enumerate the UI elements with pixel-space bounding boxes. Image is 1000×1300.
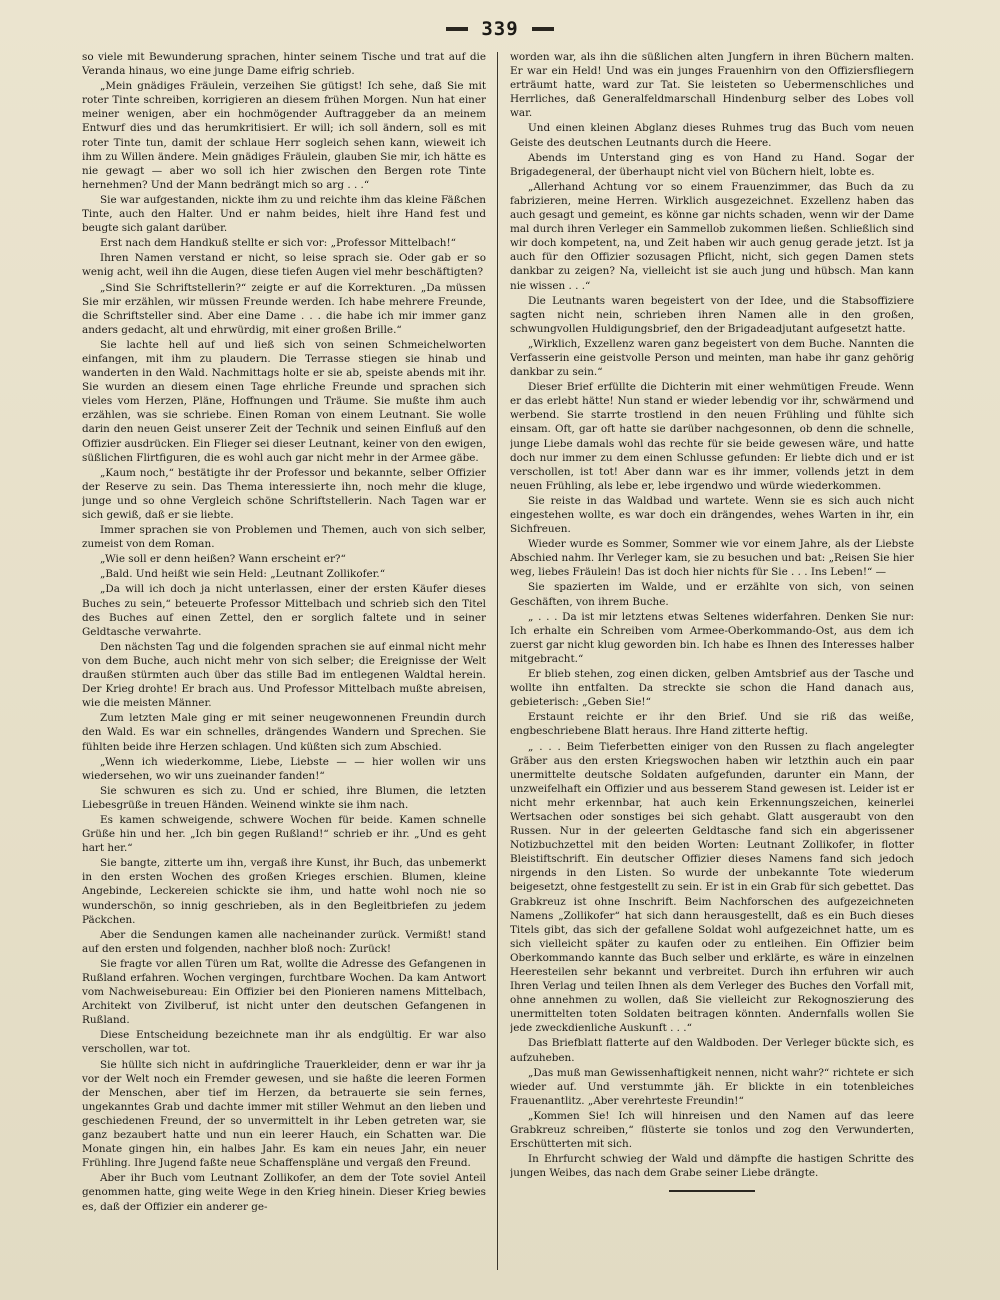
paragraph: Dieser Brief erfüllte die Dichterin mit einer wehmütigen Freude. Wenn er das erlebt hätte! Nun stand er wieder lebendig vor ihr, schwärmend und werbend. Sie starrte trostlend in den neuen Frühling und fühlte sich einsam. Oft, gar oft hatte sie darüber nachgesonnen, ob denn die schnelle, junge Liebe damals wohl das rechte für sie beide gewesen wäre, und hatte doch nur immer zu dem einen Schlusse gefunden: Er liebte dich und er ist verschollen, ist tot! Aber dann war es ihr immer, vollends jetzt in dem neuen Frühling, als lebe er, lebe irgendwo und würde wiederkommen. <box>510 381 914 492</box>
paragraph: „Bald. Und heißt wie sein Held: „Leutnant Zollikofer.“ <box>100 568 386 581</box>
paragraph: Abends im Unterstand ging es von Hand zu Hand. Sogar der Brigadegeneral, der überhaupt nicht viel von Büchern hielt, lobte es. <box>510 151 914 178</box>
paragraph: Sie hüllte sich nicht in aufdringliche Trauerkleider, denn er war ihr ja vor der Welt noch ein Fremder gewesen, und sie haßte die leeren Formen der Menschen, aber tief im Herzen, da betrauerte sie sein fernes, ungekanntes Grab und dachte immer mit stiller Wehmut an den lieben und geschiedenen Freund, der so unvermittelt in ihr Leben getreten war, sie ganz bezaubert hatte und nun ein leerer Hauch, ein Schatten war. Die Monate gingen hin, ein halbes Jahr. Es kam ein neues Jahr, ein neuer Frühling. Ihre Jugend faßte neue Schaffenspläne und vergaß den Freund. <box>82 1058 486 1170</box>
paragraph: Er blieb stehen, zog einen dicken, gelben Amtsbrief aus der Tasche und wollte ihn entfalten. Da streckte sie schon die Hand danach aus, gebieterisch: „Geben Sie!“ <box>510 668 914 709</box>
column-divider <box>497 52 498 1270</box>
paragraph: „Das muß man Gewissenhaftigkeit nennen, nicht wahr?“ richtete er sich wieder auf. Und verstummte jäh. Er blickte in ein totenbleiches Frauenantlitz. „Aber verehrteste Freundin!“ <box>510 1066 914 1107</box>
paragraph: Aber ihr Buch vom Leutnant Zollikofer, an dem der Tote soviel Anteil genommen hatte, ging weite Wege in den Krieg hinein. Dieser Krieg bewies es, daß der Offizier ein anderer ge- <box>82 1172 486 1213</box>
paragraph: Das Briefblatt flatterte auf den Waldboden. Der Verleger bückte sich, es aufzuheben. <box>510 1037 914 1064</box>
page-number: 339 <box>481 18 519 40</box>
paragraph: Erst nach dem Handkuß stellte er sich vor: „Professor Mittelbach!“ <box>100 237 456 250</box>
paragraph: so viele mit Bewunderung sprachen, hinter seinem Tische und trat auf die Veranda hinaus, wo eine junge Dame eifrig schrieb. <box>82 51 486 78</box>
paragraph: „Da will ich doch ja nicht unterlassen, einer der ersten Käufer dieses Buches zu sein,“ beteuerte Professor Mittelbach und schrieb sich den Titel des Buches auf einen Zettel, den er sorglich faltete und in seiner Geldtasche verwahrte. <box>82 583 486 638</box>
paragraph: „ . . . Beim Tieferbetten einiger von den Russen zu flach angelegter Gräber aus den ersten Kriegswochen haben wir letzthin auch ein paar unermittelte deutsche Soldaten aufgefunden, darunter ein Mann, der unzweifelhaft ein Offizier und aus besserem Stand gewesen ist. Leider ist er nicht mehr erkennbar, hat auch kein Erkennungszeichen, keinerlei Wertsachen oder sonstiges bei sich gehabt. Glatt ausgeraubt von den Russen. Nur in der geleerten Geldtasche fand sich ein abgerissener Notizbuchzettel mit den beiden Worten: Leutnant Zollikofer, in flotter Bleistiftschrift. Ein deutscher Offizier dieses Namens fand sich jedoch nirgends in den Listen. So wurde der unbekannte Tote wiederum beigesetzt, ohne festgestellt zu sein. Er ist in ein Grab für sich gebettet. Das Grabkreuz ist ohne Inschrift. Beim Nachforschen des aufgezeichneten Namens „Zollikofer“ hat sich dann herausgestellt, daß es ein Buch dieses Titels gibt, das sich der gefallene Soldat wohl aufgezeichnet hatte, um es sich vielleicht später zu kaufen oder zu entleihen. Ein Offizier beim Oberkommando kannte das Buch selber und erklärte, es wäre in einzelnen Heeresteilen sehr bekannt und verbreitet. Durch ihn erfuhren wir auch Ihren Verlag und teilen Ihnen als dem Verleger des Buches den Vorfall mit, ohne annehmen zu wollen, daß Sie vielleicht zur Rekognoszierung des unermittelten toten Soldaten beitragen könnten. Andernfalls wollen Sie jede zweckdienliche Auskunft . . .“ <box>510 740 914 1035</box>
paragraph: Es kamen schweigende, schwere Wochen für beide. Kamen schnelle Grüße hin und her. „Ich bin gegen Rußland!“ schrieb er ihr. „Und es geht hart her.“ <box>82 813 486 855</box>
header-dash-right <box>532 27 554 31</box>
paragraph: In Ehrfurcht schwieg der Wald und dämpfte die hastigen Schritte des jungen Weibes, das nach dem Grabe seiner Liebe drängte. <box>510 1153 914 1180</box>
end-rule <box>669 1190 755 1192</box>
paragraph: Zum letzten Male ging er mit seiner neugewonnenen Freundin durch den Wald. Es war ein schnelles, drängendes Wandern und Sprechen. Sie fühlten beide ihre Herzen schlagen. Und küßten sich zum Abschied. <box>82 712 486 753</box>
paragraph: „Allerhand Achtung vor so einem Frauenzimmer, das Buch da zu fabrizieren, meine Herren. Wirklich ausgezeichnet. Exzellenz haben das auch gesagt und gemeint, es könne gar nichts schaden, wenn wir der Dame mal durch ihren Verleger ein Sammellob zukommen ließen. Schließlich sind wir doch kompetent, na, und Zeit haben wir auch genug gerade jetzt. Ist ja auch für den Offizier sozusagen Pflicht, nicht, sich gegen Damen stets dankbar zu zeigen? Na, vielleicht ist sie auch jung und hübsch. Man kann nie wissen . . .“ <box>510 180 914 292</box>
paragraph: „Mein gnädiges Fräulein, verzeihen Sie gütigst! Ich sehe, daß Sie mit roter Tinte schreiben, korrigieren an diesem frühen Morgen. Nun hat einer meiner wenigen, aber ein hochmögender Auftraggeber da an meinem Entwurf dies und das herumkritisiert. Er will; ich soll ändern, soll es mit roter Tinte tun, damit der schlaue Herr sogleich sehen kann, wieweit ich ihm zu Willen ändere. Mein gnädiges Fräulein, glauben Sie mir, ich hätte es nie gewagt — aber wo soll ich hier zwischen den Bergen rote Tinte hernehmen? Und der Mann bedrängt mich so arg . . .“ <box>82 80 486 191</box>
paragraph: Wieder wurde es Sommer, Sommer wie vor einem Jahre, als der Liebste Abschied nahm. Ihr Verleger kam, sie zu besuchen und bat: „Reisen Sie hier weg, liebes Fräulein! Das ist doch hier nichts für Sie . . . Ins Leben!“ — <box>510 538 914 579</box>
paragraph: Sie spazierten im Walde, und er erzählte von sich, von seinen Geschäften, von ihrem Buche. <box>510 581 914 608</box>
paragraph: „Kommen Sie! Ich will hinreisen und den Namen auf das leere Grabkreuz schreiben,“ flüsterte sie tonlos und zog den Verwunderten, Erschütterten mit sich. <box>510 1109 914 1151</box>
page-header <box>0 18 1000 46</box>
paragraph: Sie reiste in das Waldbad und wartete. Wenn sie es sich auch nicht eingestehen wollte, es war doch ein drängendes, wehes Warten in ihr, ein Sichfreuen. <box>510 494 914 536</box>
paragraph: Sie fragte vor allen Türen um Rat, wollte die Adresse des Gefangenen in Rußland erfahren. Wochen vergingen, furchtbare Wochen. Da kam Antwort vom Nachweisebureau: Ein Offizier bei den Pionieren namens Mittelbach, Architekt von Zivilberuf, ist nicht unter den deutschen Gefangenen in Rußland. <box>82 957 486 1027</box>
paragraph: Sie lachte hell auf und ließ sich von seinen Schmeichelworten einfangen, mit ihm zu plaudern. Die Terrasse stiegen sie hinab und wanderten in den Wald. Nachmittags holte er sie ab, speiste abends mit ihr. Sie wurden an diesem einen Tage ehrliche Freunde und sprachen sich vieles vom Herzen, Pläne, Hoffnungen und Träume. Sie mußte ihm auch erzählen, was sie schriebe. Einen Roman von einem Leutnant. Sie wolle darin den neuen Geist unserer Zeit der Technik und seinen Einfluß auf den Offizier ausdrücken. Ein Flieger sei dieser Leutnant, keiner von den ewigen, süßlichen Flirtfiguren, die es wohl auch gar nicht mehr in der Armee gäbe. <box>82 338 486 464</box>
paragraph: „Wirklich, Exzellenz waren ganz begeistert von dem Buche. Nannten die Verfasserin eine geistvolle Person und meinten, man habe ihr ganz gehörig dankbar zu sein.“ <box>510 337 914 379</box>
paragraph: „Sind Sie Schriftstellerin?“ zeigte er auf die Korrekturen. „Da müssen Sie mir erzählen, wir müssen Freunde werden. Ich habe mehrere Freunde, die Schriftsteller sind. Aber eine Dame . . . die habe ich mir immer ganz anders gedacht, alt und ehrwürdig, mit einer großen Brille.“ <box>82 281 486 336</box>
left-column <box>82 50 486 1270</box>
right-column <box>510 50 914 1270</box>
paragraph: Erstaunt reichte er ihr den Brief. Und sie riß das weiße, engbeschriebene Blatt heraus. Ihre Hand zitterte heftig. <box>510 711 914 738</box>
paragraph: Diese Entscheidung bezeichnete man ihr als endgültig. Er war also verschollen, war tot. <box>82 1029 486 1056</box>
paragraph: Sie schwuren es sich zu. Und er schied, ihre Blumen, die letzten Liebesgrüße in treuen Händen. Weinend winkte sie ihm nach. <box>82 784 486 811</box>
header-dash-left <box>446 27 468 31</box>
paragraph: „ . . . Da ist mir letztens etwas Seltenes widerfahren. Denken Sie nur: Ich erhalte ein Schreiben vom Armee-Oberkommando-Ost, aus dem ich zuerst gar nicht klug geworden bin. Ich habe es Ihnen des Interesses halber mitgebracht.“ <box>510 610 914 665</box>
paragraph: Sie bangte, zitterte um ihn, vergaß ihre Kunst, ihr Buch, das unbemerkt in den ersten Wochen des großen Krieges erschien. Blumen, kleine Angebinde, Leckereien schickte sie ihm, und hatte wohl noch nie so wunderschön, so innig geschrieben, als in den Begleitbriefen zu jedem Päckchen. <box>82 857 486 926</box>
paragraph: Immer sprachen sie von Problemen und Themen, auch von sich selber, zumeist von dem Roman. <box>82 524 486 551</box>
paragraph: Die Leutnants waren begeistert von der Idee, und die Stabsoffiziere sagten nicht nein, schrieben ihren Namen alle in den großen, schwungvollen Huldigungsbrief, den der Brigadeadjutant aufgesetzt hatte. <box>510 294 914 335</box>
paragraph: Den nächsten Tag und die folgenden sprachen sie auf einmal nicht mehr von dem Buche, auch nicht mehr von sich selber; die Ereignisse der Welt draußen stürmten auch über das stille Bad im entlegenen Waldtal herein. Der Krieg drohte! Er brach aus. Und Professor Mittelbach mußte abreisen, wie die meisten Männer. <box>82 640 486 710</box>
paragraph: worden war, als ihn die süßlichen alten Jungfern in ihren Büchern malten. Er war ein Held! Und was ein junges Frauenhirn von den Offiziersfliegern erträumt hatte, ward zur Tat. Sie leisteten so Uebermenschliches und Herrliches, daß Generalfeldmarschall Hindenburg selber des Lobes voll war. <box>510 51 914 120</box>
paragraph: Und einen kleinen Abglanz dieses Ruhmes trug das Buch vom neuen Geiste des deutschen Leutnants durch die Heere. <box>510 122 914 149</box>
paragraph: „Wenn ich wiederkomme, Liebe, Liebste — — hier wollen wir uns wiedersehen, wo wir uns zueinander fanden!“ <box>82 755 486 782</box>
paragraph: Ihren Namen verstand er nicht, so leise sprach sie. Oder gab er so wenig acht, weil ihn die Augen, diese tiefen Augen viel mehr beschäftigten? <box>82 252 486 279</box>
paragraph: Aber die Sendungen kamen alle nacheinander zurück. Vermißt! stand auf den ersten und folgenden, nachher bloß noch: Zurück! <box>82 928 486 955</box>
paragraph: Sie war aufgestanden, nickte ihm zu und reichte ihm das kleine Fäßchen Tinte, auch den Halter. Und er nahm beides, hielt ihre Hand fest und beugte sich galant darüber. <box>82 193 486 235</box>
paragraph: „Wie soll er denn heißen? Wann erscheint er?“ <box>100 553 346 566</box>
paragraph: „Kaum noch,“ bestätigte ihr der Professor und bekannte, selber Offizier der Reserve zu sein. Das Thema interessierte ihn, noch mehr die kluge, junge und so ohne Vergleich schöne Schriftstellerin. Nach Tagen war er sich gewiß, daß er sie liebte. <box>82 466 486 521</box>
